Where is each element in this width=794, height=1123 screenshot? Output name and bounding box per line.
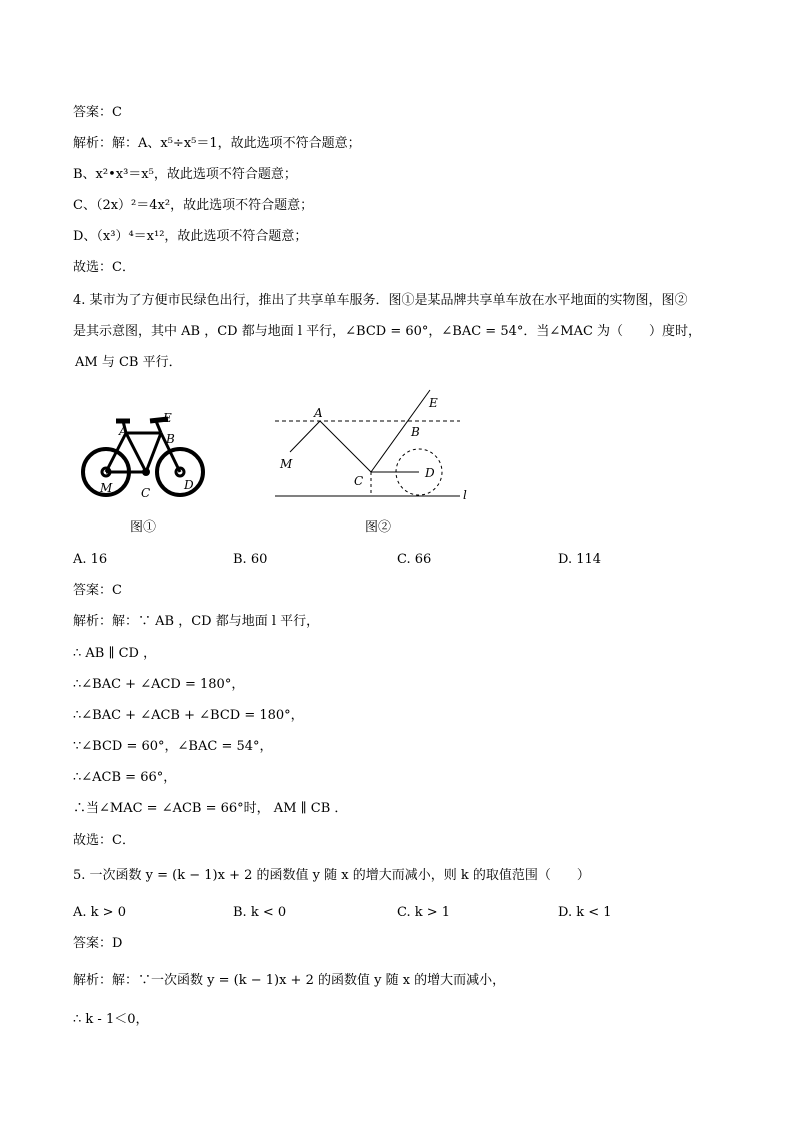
bicycle-figure: [78, 405, 213, 505]
figure2-caption: 图②: [365, 520, 392, 535]
q3-analysis-line-4: D、（x³）⁴＝x¹²，故此选项不符合题意；: [73, 229, 308, 244]
bicycle-frame-rear: [106, 433, 146, 472]
q5-analysis-line-1: 解析：解：∵一次函数 y = (k − 1)x + 2 的函数值 y 随 x 的增大而减小，: [73, 973, 506, 988]
figure1-caption: 图①: [130, 520, 157, 535]
q5-option-d: D. k < 1: [558, 905, 612, 920]
segment-AC: [320, 421, 371, 472]
fig2-label-D: D: [425, 466, 435, 480]
fig1-label-B: B: [166, 432, 175, 446]
fig1-label-C: C: [141, 486, 151, 500]
q4-option-d: D. 114: [558, 552, 602, 567]
q4-analysis-line-6: ∴∠ACB = 66°，: [73, 770, 177, 785]
q3-answer: 答案：C: [73, 105, 122, 120]
q4-option-c: C. 66: [397, 552, 432, 567]
q5-option-c: C. k > 1: [397, 905, 451, 920]
fig2-label-M: M: [280, 457, 293, 471]
q3-analysis-line-5: 故选：C．: [73, 260, 135, 275]
fig2-label-A: A: [314, 406, 323, 420]
fig2-label-l: l: [463, 488, 467, 502]
q4-analysis-line-8: 故选：C．: [73, 833, 135, 848]
q5-analysis-line-2: ∴ k - 1＜0，: [73, 1012, 149, 1027]
fig1-label-M: M: [100, 481, 113, 495]
q3-analysis-line-1: 解析：解：A、x⁵÷x⁵＝1，故此选项不符合题意；: [73, 136, 361, 151]
q4-analysis-line-1: 解析：解：∵ AB ，CD 都与地面 l 平行，: [73, 614, 320, 629]
segment-AM: [290, 421, 320, 452]
q4-analysis-line-3: ∴∠BAC + ∠ACD = 180°，: [73, 677, 245, 692]
q4-answer: 答案：C: [73, 583, 122, 598]
q3-analysis-line-2: B、x²•x³＝x⁵，故此选项不符合题意；: [73, 167, 297, 182]
q5-option-b: B. k < 0: [233, 905, 287, 920]
fig2-label-C: C: [354, 474, 364, 488]
q3-analysis-line-3: C、（2x）²＝4x²，故此选项不符合题意；: [73, 198, 314, 213]
q4-option-b: B. 60: [233, 552, 268, 567]
segment-CE: [371, 390, 430, 472]
q4-stem-line-3: AM 与 CB 平行．: [75, 355, 182, 370]
q5-option-a: A. k > 0: [73, 905, 126, 920]
q4-analysis-line-5: ∵∠BCD = 60°，∠BAC = 54°，: [73, 739, 273, 754]
q5-stem: 5. 一次函数 y = (k − 1)x + 2 的函数值 y 随 x 的增大而减小，则 k 的取值范围（ ）: [73, 868, 590, 883]
q4-analysis-line-7: ∴当∠MAC = ∠ACB = 66°时， AM ∥ CB ．: [73, 801, 348, 816]
fig2-label-B: B: [411, 425, 420, 439]
q4-analysis-line-2: ∴ AB ∥ CD ，: [73, 646, 157, 661]
schematic-figure: [270, 385, 480, 505]
fig1-label-A: A: [119, 424, 128, 438]
fig1-label-E: E: [163, 411, 172, 425]
q4-stem-line-1: 4. 某市为了方便市民绿色出行，推出了共享单车服务．图①是某品牌共享单车放在水平地面的实物图，图②: [73, 293, 688, 308]
q5-answer: 答案：D: [73, 936, 123, 951]
q4-analysis-line-4: ∴∠BAC + ∠ACB + ∠BCD = 180°，: [73, 708, 304, 723]
q4-stem-line-2: 是其示意图，其中 AB ，CD 都与地面 l 平行，∠BCD = 60°，∠BAC = 54°．当∠MAC 为（ ）度时，: [73, 324, 702, 339]
fig1-label-D: D: [184, 478, 194, 492]
fig2-label-E: E: [429, 396, 438, 410]
q4-option-a: A. 16: [73, 552, 108, 567]
